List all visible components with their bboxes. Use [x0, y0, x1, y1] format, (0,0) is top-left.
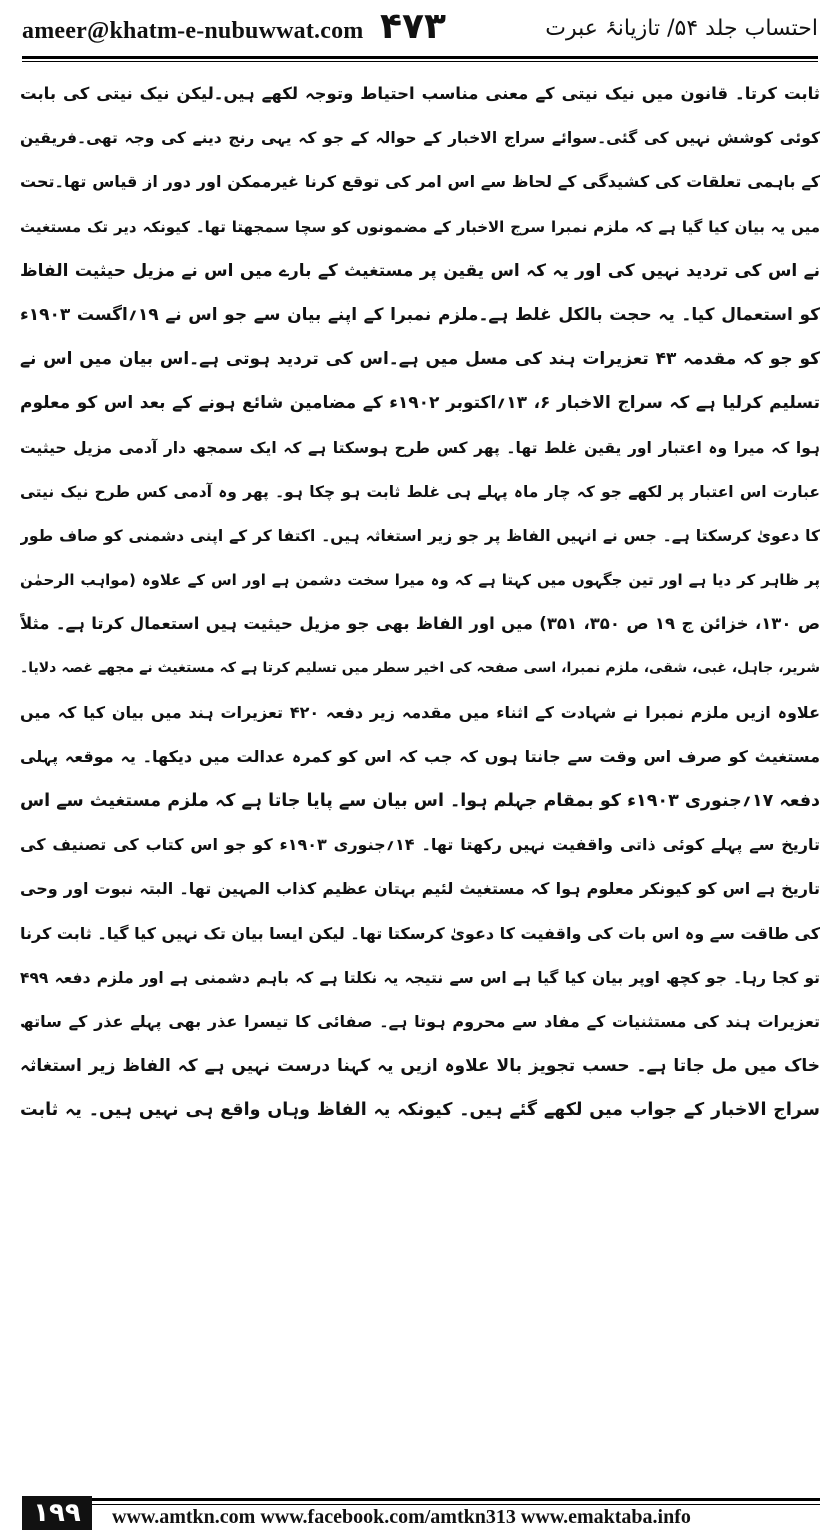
text-line: پر ظاہر کر دیا ہے اور تین جگہوں میں کہتا ہے کہ وہ میرا سخت دشمن ہے اور اس کے علاوہ (مواہب الرحمٰن [20, 571, 820, 590]
text-line: ثابت کرتا۔ قانون میں نیک نیتی کے معنی مناسب احتیاط وتوجہ لکھے ہیں۔لیکن نیک نیتی کی بابت [20, 84, 820, 103]
header-page-number: ۴۷۳ [380, 6, 446, 47]
text-line: کا دعویٰ کرسکتا ہے۔ جس نے انہیں الفاظ پر جو زیر استغاثہ ہیں۔ اکتفا کر کے اپنی دشمنی کو صاف طور [20, 526, 820, 545]
text-line: کو جو کہ مقدمہ ۴۳ تعزیرات ہند کی مسل میں ہے۔اس کی تردید ہوتی ہے۔اس بیان میں اس نے [20, 349, 820, 370]
page-header [0, 0, 840, 62]
text-line: خاک میں مل جاتا ہے۔ حسب تجویز بالا علاوہ ازیں یہ کہنا درست نہیں ہے کہ الفاظ زیر استغاثہ [20, 1056, 820, 1077]
text-line: کے باہمی تعلقات کی کشیدگی کے لحاظ سے اس امر کی توقع کرنا غیرممکن اور دور از قیاس تھا۔تحت [20, 172, 820, 192]
header-book-title: احتساب جلد ۵۴/ تازیانۂ عبرت [545, 16, 818, 41]
text-line: کی طاقت سے وہ اس بات کی واقفیت کا دعویٰ کرسکتا تھا۔ لیکن ایسا بیان تک نہیں کیا گیا۔ ثابت کرنا [20, 923, 820, 943]
text-line: عبارت اس اعتبار پر لکھے جو کہ چار ماہ پہلے ہی غلط ثابت ہو چکا ہو۔ پھر وہ آدمی کس طرح نیک نیتی [20, 482, 820, 501]
text-line: دفعہ ۱۷؍جنوری ۱۹۰۳ء کو بمقام جہلم ہوا۔ اس بیان سے پایا جاتا ہے کہ ملزم مستغیث سے اس [20, 791, 820, 811]
text-line: میں یہ بیان کیا گیا ہے کہ ملزم نمبرا سرج الاخبار کے مضمونوں کو سچا سمجھتا تھا۔ کیونکہ دیر تک مستغیث [20, 217, 820, 236]
page-footer [0, 1492, 840, 1540]
text-line: تسلیم کرلیا ہے کہ سراج الاخبار ۶، ۱۳؍اکتوبر ۱۹۰۲ء کے مضامین شائع ہونے کے بعد اس کو معلوم [20, 393, 820, 414]
text-line: تعزیرات ہند کی مستثنیات کے مفاد سے محروم ہوتا ہے۔ صفائی کا تیسرا عذر بھی پہلے عذر کے ساتھ [20, 1011, 820, 1031]
footer-rule-thin [92, 1504, 820, 1505]
body-text [20, 72, 820, 1133]
header-rule-thin [22, 61, 818, 62]
text-line: کوئی کوشش نہیں کی گئی۔سوائے سراج الاخبار کے حوالہ کے جو کہ یہی رنج دینے کی وجہ تھی۔فریقین [20, 129, 820, 148]
header-email: ameer@khatm-e-nubuwwat.com [22, 18, 364, 44]
text-line: تاریخ ہے اس کو کیونکر معلوم ہوا کہ مستغیث لئیم بہتان عظیم کذاب المہین تھا۔ البتہ نبوت اور وحی [20, 879, 820, 899]
footer-links: www.amtkn.com www.facebook.com/amtkn313 www.emaktaba.info [112, 1506, 691, 1528]
text-line: ہوا کہ میرا وہ اعتبار اور یقین غلط تھا۔ پھر کس طرح ہوسکتا ہے کہ ایک سمجھ دار آدمی مزیل حیثیت [20, 438, 820, 457]
footer-page-number: ۱۹۹ [22, 1496, 92, 1530]
text-line: نے اس کی تردید نہیں کی اور یہ کہ اس یقین پر مستغیث کے بارے میں اس نے مزیل حیثیت الفاظ [20, 260, 820, 281]
text-line: شریر، جاہل، غبی، شقی، ملزم نمبرا، اسی صفحہ کی اخیر سطر میں تسلیم کرتا ہے کہ مستغیث نے مجھے غصہ دلایا۔ [20, 660, 820, 677]
text-line: علاوہ ازیں ملزم نمبرا نے شہادت کے اثناء میں مقدمہ زیر دفعہ ۴۲۰ تعزیرات ہند میں بیان کیا کہ میں [20, 702, 820, 722]
header-rule-thick [22, 56, 818, 59]
footer-rule-thick [92, 1498, 820, 1501]
text-line: ص ۱۳۰، خزائن ج ۱۹ ص ۳۵۰، ۳۵۱) میں اور الفاظ بھی جو مزیل حیثیت ہیں استعمال کرتا ہے۔ مثلاً [20, 614, 820, 634]
text-line: مستغیث کو صرف اس وقت سے جانتا ہوں کہ جب کہ اس کو کمرہ عدالت میں دیکھا۔ یہ موقعہ پہلی [20, 746, 820, 766]
text-line: تاریخ سے پہلے کوئی ذاتی واقفیت نہیں رکھتا تھا۔ ۱۴؍جنوری ۱۹۰۳ء کو جو اس کتاب کی تصنیف کی [20, 835, 820, 855]
text-line: کو استعمال کیا۔ یہ حجت بالکل غلط ہے۔ملزم نمبرا کے اپنے بیان سے جو اس نے ۱۹؍اگست ۱۹۰۳ء [20, 304, 820, 325]
text-line: سراج الاخبار کے جواب میں لکھے گئے ہیں۔ کیونکہ یہ الفاظ وہاں واقع ہی نہیں ہیں۔ یہ ثابت [20, 1100, 820, 1121]
text-line: تو کجا رہا۔ جو کچھ اوپر بیان کیا گیا ہے اس سے نتیجہ یہ نکلتا ہے کہ باہم دشمنی ہے اور ملزم دفعہ ۴۹۹ [20, 968, 820, 987]
